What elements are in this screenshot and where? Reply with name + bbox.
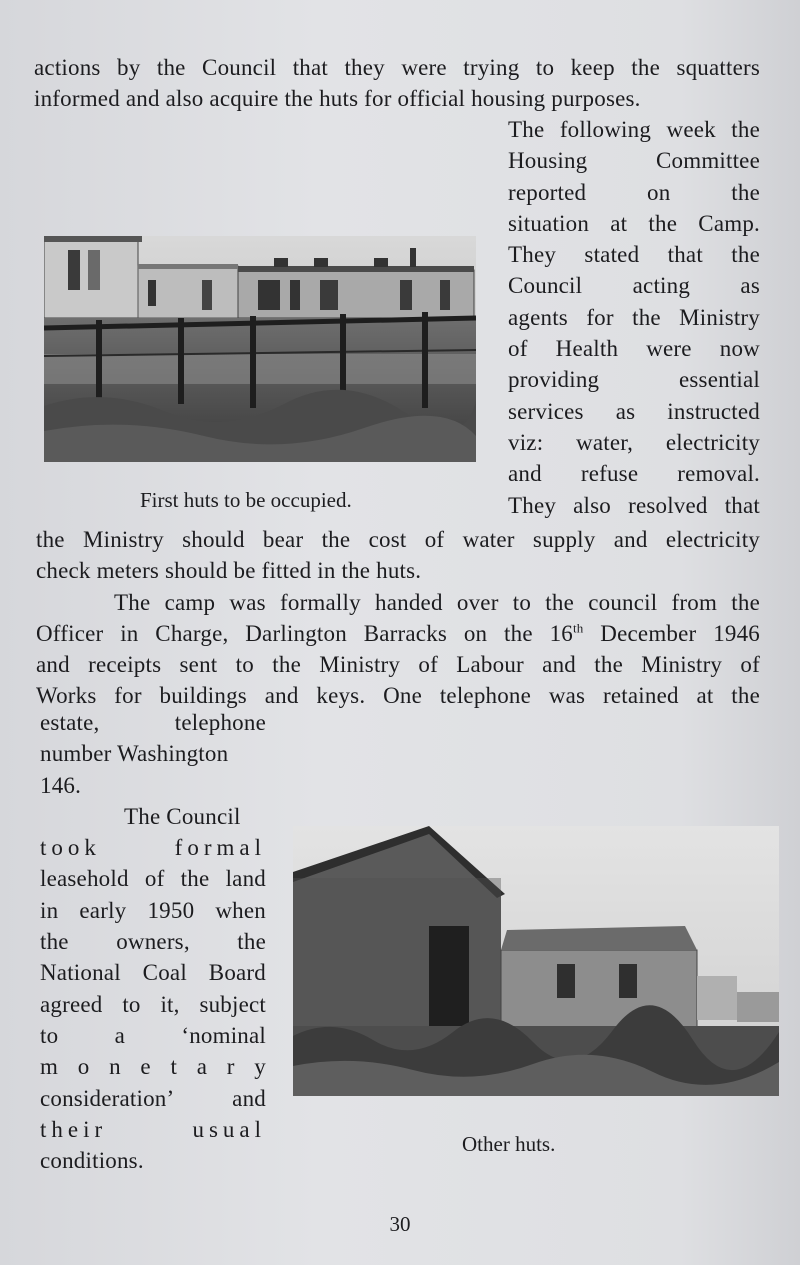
text-line: situation at the Camp. xyxy=(508,210,760,236)
text-line: consideration’ and xyxy=(40,1085,266,1111)
huts-photo-image xyxy=(44,236,476,462)
text-line: of Health were now xyxy=(508,336,760,362)
text-line: Housing Committee xyxy=(508,148,760,174)
photo-first-huts xyxy=(44,236,476,462)
paragraph-top xyxy=(34,52,760,115)
page-number: 30 xyxy=(389,1212,411,1236)
text-line: leasehold of the land xyxy=(40,866,266,892)
text-line: Council acting as xyxy=(508,273,760,299)
text-line: The following week the xyxy=(508,117,760,142)
photo-other-huts xyxy=(293,826,779,1096)
text-line: their usual xyxy=(40,1116,266,1142)
other-huts-photo-image xyxy=(293,826,779,1096)
text-line: number Washington xyxy=(40,741,229,767)
text-line: agreed to it, subject xyxy=(40,991,266,1017)
paragraph-right-column xyxy=(508,114,760,521)
text-fragment: Officer in Charge, Darlington Barracks on the 16 xyxy=(36,620,573,646)
text-line: and refuse removal. xyxy=(508,461,760,487)
text-line: took formal xyxy=(40,835,266,861)
text-line: m o n e t a r y xyxy=(40,1054,266,1080)
text-line: reported on the xyxy=(508,179,760,205)
text-line: the owners, the xyxy=(40,929,266,955)
text-line: the Ministry should bear the cost of water supply and electricity xyxy=(36,527,760,552)
text-line: estate, telephone xyxy=(40,710,266,735)
text-line: informed and also acquire the huts for official housing purposes. xyxy=(34,86,641,112)
text-line: providing essential xyxy=(508,367,760,393)
text-line: The Council xyxy=(124,803,241,829)
text-line: in early 1950 when xyxy=(40,897,266,923)
text-line: National Coal Board xyxy=(40,960,266,986)
superscript: th xyxy=(572,620,584,636)
text-line: to a ‘nominal xyxy=(40,1022,266,1048)
text-fragment: December 1946 xyxy=(583,620,760,646)
text-line: Works for buildings and keys. One telephone was retained at the xyxy=(36,683,760,709)
paragraph-middle xyxy=(36,524,760,712)
caption-first-huts: First huts to be occupied. xyxy=(140,488,352,512)
text-line: agents for the Ministry xyxy=(508,304,760,330)
text-line: and receipts sent to the Ministry of Labour and the Ministry of xyxy=(36,652,760,678)
text-line-with-superscript xyxy=(36,618,760,649)
text-line: check meters should be fitted in the huts. xyxy=(36,558,422,584)
text-line: They also resolved that xyxy=(508,492,760,518)
text-line: The camp was formally handed over to the council from the xyxy=(114,589,760,615)
caption-other-huts: Other huts. xyxy=(462,1132,556,1156)
text-line: services as instructed xyxy=(508,398,760,424)
text-line: conditions. xyxy=(40,1148,144,1174)
paragraph-left-column xyxy=(40,707,266,1176)
text-line: actions by the Council that they were trying to keep the squatters xyxy=(34,55,760,80)
text-line: 146. xyxy=(40,772,82,798)
text-line: They stated that the xyxy=(508,242,760,268)
text-line: viz: water, electricity xyxy=(508,429,760,455)
